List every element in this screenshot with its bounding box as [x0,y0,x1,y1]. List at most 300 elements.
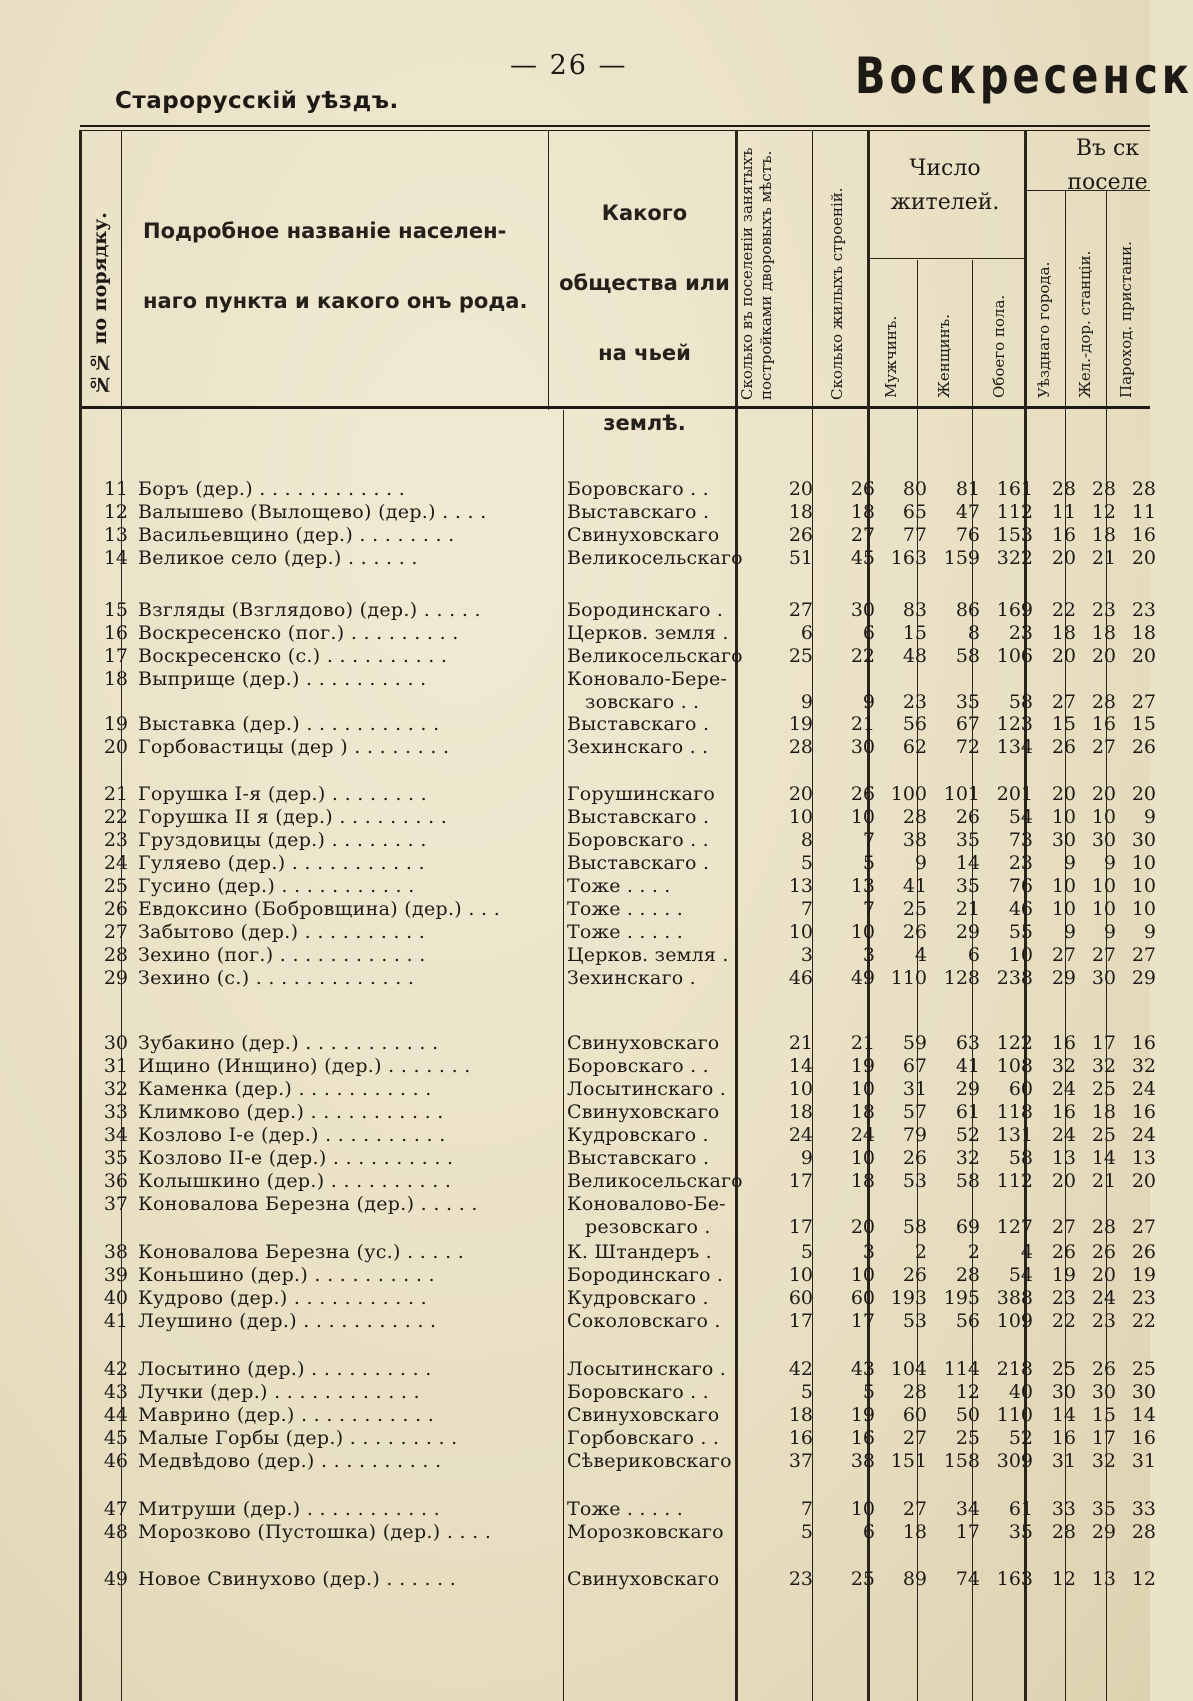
society-name: Свинуховскаго [567,524,720,546]
dist-gorod: 19 [1051,1264,1076,1286]
stroeniy-count: 49 [850,967,875,989]
stroeniy-count: 18 [850,501,875,523]
place-name: Боръ (дер.) . . . . . . . . . . . . [138,478,406,500]
dist-gorod: 23 [1051,1287,1076,1309]
dist-zhd: 21 [1091,1170,1116,1192]
society-name: Выставскаго . [567,501,710,523]
table-row [80,1192,1156,1238]
dist-parokhod: 14 [1131,1404,1156,1426]
dist-gorod: 24 [1051,1124,1076,1146]
table-row [80,966,1156,990]
society-name: Соколовскаго . [567,1310,721,1332]
dist-zhd: 18 [1091,622,1116,644]
dist-gorod: 20 [1051,547,1076,569]
row-number: 36 [103,1170,128,1192]
table-row [80,1286,1156,1310]
dist-parokhod: 29 [1131,967,1156,989]
col-zhiteley-header: Число жителей. [890,156,1000,215]
society-name: Тоже . . . . . [567,898,684,920]
row-number: 30 [103,1032,128,1054]
dist-gorod: 27 [1051,691,1076,713]
dvor-count: 18 [788,501,813,523]
table-row [80,477,1156,501]
total-count: 46 [1008,898,1033,920]
society-name: Коновало-Бере- [567,668,728,690]
society-name: Боровскаго . . [567,829,709,851]
dist-gorod: 20 [1051,645,1076,667]
table-row [80,782,1156,806]
dist-parokhod: 23 [1131,1287,1156,1309]
col-dvor-header: Сколько въ поселеніи занятыхъ постройками дворовыхъ мѣстъ. [738,147,775,400]
dist-zhd: 21 [1091,547,1116,569]
stroeniy-count: 19 [850,1404,875,1426]
total-count: 112 [996,1170,1033,1192]
dvor-count: 28 [788,736,813,758]
dvor-count: 42 [788,1358,813,1380]
dist-gorod: 10 [1051,875,1076,897]
female-count: 52 [955,1124,980,1146]
dvor-count: 23 [788,1568,813,1590]
dvor-count: 25 [788,645,813,667]
society-name: Выставскаго . [567,852,710,874]
row-number: 24 [103,852,128,874]
place-name: Климково (дер.) . . . . . . . . . . . [138,1101,444,1123]
society-name: Зехинскаго . [567,967,696,989]
place-name: Великое село (дер.) . . . . . . [138,547,418,569]
dist-zhd: 28 [1091,1216,1116,1238]
table-row [80,828,1156,852]
row-number: 31 [103,1055,128,1077]
dist-parokhod: 18 [1131,622,1156,644]
stroeniy-count: 5 [862,1381,875,1403]
place-name: Маврино (дер.) . . . . . . . . . . . [138,1404,435,1426]
male-count: 57 [902,1101,927,1123]
male-count: 48 [902,645,927,667]
male-count: 163 [890,547,927,569]
female-count: 50 [955,1404,980,1426]
total-count: 58 [1008,691,1033,713]
total-count: 40 [1008,1381,1033,1403]
dist-parokhod: 16 [1131,1101,1156,1123]
dist-gorod: 32 [1051,1055,1076,1077]
dist-zhd: 10 [1091,898,1116,920]
dist-parokhod: 20 [1131,645,1156,667]
dist-gorod: 9 [1063,852,1076,874]
total-count: 127 [996,1216,1033,1238]
total-count: 4 [1020,1241,1033,1263]
dist-parokhod: 13 [1131,1147,1156,1169]
male-count: 15 [902,622,927,644]
society-name: Выставскаго . [567,1147,710,1169]
male-count: 89 [902,1568,927,1590]
dist-gorod: 28 [1051,478,1076,500]
society-name: Выставскаго . [567,713,710,735]
society-name: Выставскаго . [567,806,710,828]
male-count: 104 [890,1358,927,1380]
dvor-count: 7 [800,1498,813,1520]
place-name: Груздовицы (дер.) . . . . . . . . [138,829,427,851]
dvor-count: 9 [800,691,813,713]
dist-zhd: 23 [1091,599,1116,621]
dist-zhd: 26 [1091,1241,1116,1263]
female-count: 67 [955,713,980,735]
table-row [80,920,1156,944]
total-count: 35 [1008,1521,1033,1543]
society-name: Морозковскаго [567,1521,724,1543]
dist-gorod: 27 [1051,1216,1076,1238]
row-number: 28 [103,944,128,966]
total-count: 10 [1008,944,1033,966]
dist-zhd: 20 [1091,783,1116,805]
society-name: Церков. земля . [567,622,729,644]
dist-zhd: 20 [1091,645,1116,667]
total-count: 54 [1008,806,1033,828]
col-stroeniy-header: Сколько жилыхъ строеній. [828,187,846,400]
female-count: 29 [955,1078,980,1100]
total-count: 123 [996,713,1033,735]
dist-parokhod: 20 [1131,547,1156,569]
dist-gorod: 28 [1051,1521,1076,1543]
stroeniy-count: 9 [862,691,875,713]
dist-zhd: 29 [1091,1521,1116,1543]
dist-gorod: 27 [1051,944,1076,966]
table-row [80,621,1156,645]
dist-parokhod: 33 [1131,1498,1156,1520]
dist-zhd: 28 [1091,478,1116,500]
dist-zhd: 25 [1091,1078,1116,1100]
total-count: 108 [996,1055,1033,1077]
place-name: Козлово II-е (дер.) . . . . . . . . . . [138,1147,454,1169]
dvor-count: 19 [788,713,813,735]
col-zhen-header: Женщинъ. [935,314,953,398]
dist-gorod: 29 [1051,967,1076,989]
stroeniy-count: 10 [850,921,875,943]
dist-zhd: 16 [1091,713,1116,735]
table-row [80,712,1156,736]
dvor-count: 3 [800,944,813,966]
table-row [80,1169,1156,1193]
dist-zhd: 20 [1091,1264,1116,1286]
male-count: 79 [902,1124,927,1146]
table-row [80,644,1156,668]
row-number: 25 [103,875,128,897]
col-number-header: №№ по порядку. [89,212,111,395]
dist-zhd: 30 [1091,967,1116,989]
dvor-count: 5 [800,852,813,874]
dist-zhd: 24 [1091,1287,1116,1309]
dist-parokhod: 27 [1131,691,1156,713]
row-number: 21 [103,783,128,805]
table-row [80,735,1156,759]
place-name: Морозково (Пустошка) (дер.) . . . . [138,1521,492,1543]
society-name: Кудровскаго . [567,1124,709,1146]
male-count: 23 [902,691,927,713]
stroeniy-count: 10 [850,1147,875,1169]
stroeniy-count: 21 [850,713,875,735]
place-name: Леушино (дер.) . . . . . . . . . . . [138,1310,437,1332]
dist-zhd: 10 [1091,875,1116,897]
dist-zhd: 14 [1091,1147,1116,1169]
female-count: 159 [943,547,980,569]
dist-parokhod: 27 [1131,1216,1156,1238]
total-count: 118 [996,1101,1033,1123]
female-count: 47 [955,501,980,523]
row-number: 48 [103,1521,128,1543]
dist-gorod: 9 [1063,921,1076,943]
dist-zhd: 28 [1091,691,1116,713]
dist-gorod: 15 [1051,713,1076,735]
female-count: 58 [955,645,980,667]
dist-gorod: 20 [1051,783,1076,805]
row-number: 29 [103,967,128,989]
male-count: 110 [890,967,927,989]
stroeniy-count: 26 [850,478,875,500]
female-count: 61 [955,1101,980,1123]
dist-gorod: 31 [1051,1450,1076,1472]
stroeniy-count: 10 [850,1264,875,1286]
dist-zhd: 27 [1091,736,1116,758]
dist-gorod: 30 [1051,1381,1076,1403]
dvor-count: 51 [788,547,813,569]
female-count: 72 [955,736,980,758]
female-count: 35 [955,875,980,897]
dist-zhd: 26 [1091,1358,1116,1380]
dvor-count: 37 [788,1450,813,1472]
total-count: 109 [996,1310,1033,1332]
dist-parokhod: 22 [1131,1310,1156,1332]
row-number: 19 [103,713,128,735]
total-count: 169 [996,599,1033,621]
total-count: 238 [996,967,1033,989]
dvor-count: 20 [788,478,813,500]
dvor-count: 9 [800,1147,813,1169]
total-count: 23 [1008,852,1033,874]
stroeniy-count: 38 [850,1450,875,1472]
row-number: 49 [103,1568,128,1590]
female-count: 35 [955,829,980,851]
male-count: 41 [902,875,927,897]
stroeniy-count: 30 [850,599,875,621]
place-name: Гуляево (дер.) . . . . . . . . . . . [138,852,425,874]
stroeniy-count: 6 [862,1521,875,1543]
female-count: 158 [943,1450,980,1472]
table-row [80,1123,1156,1147]
male-count: 77 [902,524,927,546]
society-name: Лосытинскаго . [567,1078,727,1100]
dist-gorod: 16 [1051,1427,1076,1449]
row-number: 44 [103,1404,128,1426]
male-count: 53 [902,1310,927,1332]
dist-parokhod: 28 [1131,1521,1156,1543]
female-count: 8 [967,622,980,644]
dist-gorod: 10 [1051,806,1076,828]
stroeniy-count: 25 [850,1568,875,1590]
dvor-count: 10 [788,806,813,828]
table-row [80,1357,1156,1381]
table-row [80,1263,1156,1287]
dist-zhd: 17 [1091,1427,1116,1449]
place-name: Зубакино (дер.) . . . . . . . . . . . [138,1032,439,1054]
stroeniy-count: 45 [850,547,875,569]
male-count: 83 [902,599,927,621]
dvor-count: 17 [788,1216,813,1238]
place-name: Лучки (дер.) . . . . . . . . . . . . [138,1381,420,1403]
row-number: 37 [103,1193,128,1215]
row-number: 15 [103,599,128,621]
male-count: 26 [902,1264,927,1286]
stroeniy-count: 19 [850,1055,875,1077]
place-name: Выставка (дер.) . . . . . . . . . . . [138,713,440,735]
dist-parokhod: 16 [1131,1032,1156,1054]
stroeniy-count: 13 [850,875,875,897]
dist-gorod: 16 [1051,524,1076,546]
male-count: 65 [902,501,927,523]
dist-parokhod: 12 [1131,1568,1156,1590]
table-row [80,805,1156,829]
dist-parokhod: 16 [1131,524,1156,546]
society-name: Коновалово-Бе- [567,1193,726,1215]
stroeniy-count: 43 [850,1358,875,1380]
female-count: 26 [955,806,980,828]
society-name: Горбовскаго . . [567,1427,720,1449]
col-zhd-header: Жел.-дор. станціи. [1076,250,1094,398]
dvor-count: 5 [800,1241,813,1263]
dist-zhd: 9 [1103,852,1116,874]
table-row [80,598,1156,622]
dvor-count: 18 [788,1404,813,1426]
dist-parokhod: 9 [1143,806,1156,828]
table-row [80,1497,1156,1521]
table-row [80,1240,1156,1264]
dist-gorod: 22 [1051,599,1076,621]
stroeniy-count: 3 [862,1241,875,1263]
place-name: Малые Горбы (дер.) . . . . . . . . . [138,1427,458,1449]
male-count: 151 [890,1450,927,1472]
dist-zhd: 18 [1091,524,1116,546]
society-name: Церков. земля . [567,944,729,966]
total-count: 61 [1008,1498,1033,1520]
society-name: Боровскаго . . [567,1381,709,1403]
place-name: Горушка I-я (дер.) . . . . . . . . [138,783,428,805]
female-count: 17 [955,1521,980,1543]
dist-gorod: 22 [1051,1310,1076,1332]
stroeniy-count: 21 [850,1032,875,1054]
column-divider [548,130,549,410]
male-count: 26 [902,921,927,943]
table-row [80,523,1156,547]
male-count: 25 [902,898,927,920]
dvor-count: 8 [800,829,813,851]
total-count: 131 [996,1124,1033,1146]
dvor-count: 20 [788,783,813,805]
table-row [80,1380,1156,1404]
uezd-heading: Старорусскій уѣздъ. [115,88,399,114]
place-name: Козлово I-е (дер.) . . . . . . . . . . [138,1124,446,1146]
row-number: 40 [103,1287,128,1309]
col-gorod-header: Уѣзднаго города. [1035,261,1053,398]
place-name: Выприще (дер.) . . . . . . . . . . [138,668,427,690]
total-count: 322 [996,547,1033,569]
dvor-count: 10 [788,921,813,943]
male-count: 4 [914,944,927,966]
dvor-count: 7 [800,898,813,920]
place-name: Горбовастицы (дер ) . . . . . . . . [138,736,450,758]
table-row [80,1100,1156,1124]
male-count: 28 [902,1381,927,1403]
female-count: 35 [955,691,980,713]
total-count: 134 [996,736,1033,758]
top-rule [80,125,1150,127]
table-row [80,500,1156,524]
stroeniy-count: 7 [862,898,875,920]
row-number: 43 [103,1381,128,1403]
table-row [80,1449,1156,1473]
dvor-count: 24 [788,1124,813,1146]
dist-parokhod: 30 [1131,1381,1156,1403]
col-oboego-header: Обоего пола. [990,294,1008,398]
row-number: 11 [103,478,128,500]
society-name-continued: резовскаго . [585,1216,711,1238]
dvor-count: 10 [788,1264,813,1286]
dvor-count: 60 [788,1287,813,1309]
stroeniy-count: 5 [862,852,875,874]
stroeniy-count: 60 [850,1287,875,1309]
dist-gorod: 26 [1051,736,1076,758]
dvor-count: 5 [800,1521,813,1543]
table-row [80,1309,1156,1333]
row-number: 26 [103,898,128,920]
table-row [80,943,1156,967]
female-count: 6 [967,944,980,966]
dist-parokhod: 9 [1143,921,1156,943]
total-count: 122 [996,1032,1033,1054]
stroeniy-count: 18 [850,1101,875,1123]
male-count: 193 [890,1287,927,1309]
dist-parokhod: 20 [1131,783,1156,805]
table-row [80,667,1156,713]
dist-parokhod: 11 [1131,501,1156,523]
subheader-rule [867,258,1024,259]
table-row [80,1426,1156,1450]
dist-zhd: 13 [1091,1568,1116,1590]
table-row [80,1520,1156,1544]
female-count: 74 [955,1568,980,1590]
row-number: 27 [103,921,128,943]
dist-parokhod: 28 [1131,478,1156,500]
society-name: Бородинскаго . [567,599,724,621]
dist-parokhod: 27 [1131,944,1156,966]
place-name: Зехино (пог.) . . . . . . . . . . . . [138,944,426,966]
female-count: 12 [955,1381,980,1403]
row-number: 33 [103,1101,128,1123]
female-count: 21 [955,898,980,920]
row-number: 35 [103,1147,128,1169]
dist-parokhod: 26 [1131,1241,1156,1263]
male-count: 56 [902,713,927,735]
stroeniy-count: 10 [850,1078,875,1100]
place-name: Зехино (с.) . . . . . . . . . . . . . [138,967,415,989]
stroeniy-count: 16 [850,1427,875,1449]
dist-zhd: 27 [1091,944,1116,966]
dist-gorod: 10 [1051,898,1076,920]
male-count: 67 [902,1055,927,1077]
col-v-group-header: Въ ск поселе [1067,136,1148,195]
society-name: Свинуховскаго [567,1032,720,1054]
dvor-count: 27 [788,599,813,621]
society-name: Тоже . . . . . [567,921,684,943]
dist-parokhod: 10 [1131,852,1156,874]
female-count: 56 [955,1310,980,1332]
